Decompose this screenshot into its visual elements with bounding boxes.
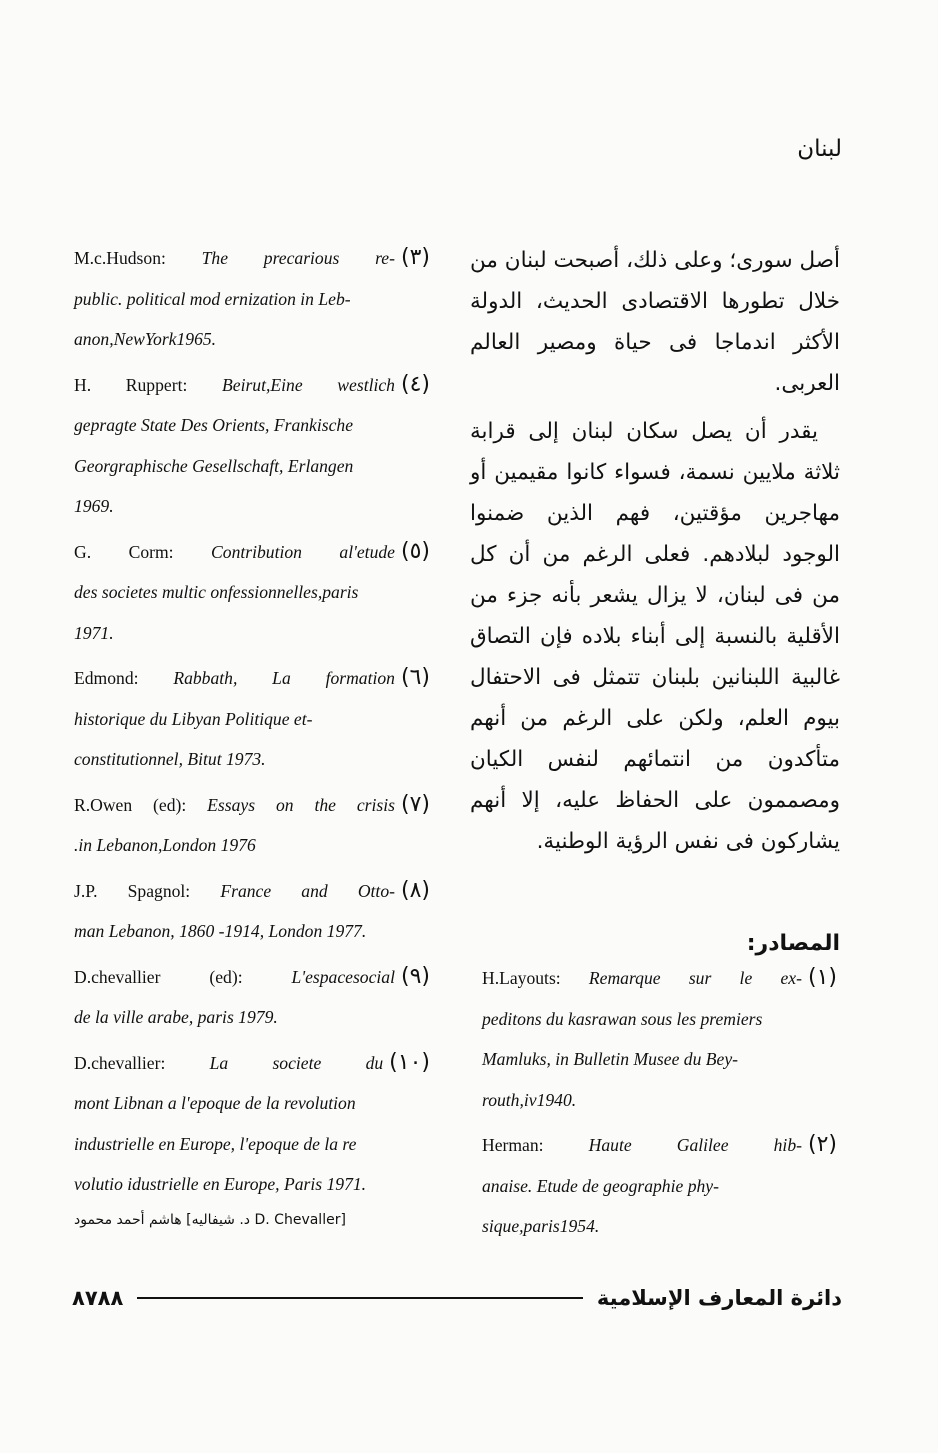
reference-line: des societes multic onfessionnelles,paris <box>74 582 359 602</box>
reference-line: 1969. <box>74 496 114 516</box>
main-text-column <box>470 240 840 869</box>
reference-entry <box>74 785 430 866</box>
sources-heading: المصادر: <box>746 931 840 956</box>
reference-entry <box>74 238 430 360</box>
reference-entry <box>74 957 430 1038</box>
reference-author: D.chevallier (ed): <box>74 966 292 987</box>
reference-number: (١) <box>807 965 837 990</box>
reference-line: historique du Libyan Politique et- <box>74 708 313 729</box>
reference-number: (١٠) <box>389 1049 430 1075</box>
reference-author: H.Layouts: <box>482 968 589 988</box>
reference-number: (٣) <box>400 245 430 270</box>
author-credit: هاشم أحمد محمود [د. شيفاليه D. Chevaller] <box>74 1212 346 1228</box>
running-head: لبنان <box>797 136 842 162</box>
reference-entry <box>74 871 430 952</box>
reference-number: (٧) <box>400 791 430 817</box>
reference-entry <box>74 532 430 654</box>
reference-title: France and Otto- <box>220 880 395 901</box>
body-paragraph: يقدر أن يصل سكان لبنان إلى قرابة ثلاثة ملايين نسمة، فسواء كانوا مقيمين أو مهاجرين مؤقتين، فهم الذين ضمنوا الوجود لبلادهم. فعلى الرغم من أن كل من فى لبنان، لا يزال يشعر بأنه جزء من الأقلية بالنسبة إلى أبناء بلاده فإن التصاق غالبية اللبنانين بلبنان تتمثل فى الاحتفال بيوم العلم، ولكن على الرغم من أنهم متأكدون من انتمائهم لنفس الكيان ومصممون على الحفاظ عليه، إلا أنهم يشاركون فى نفس الرؤية الوطنية. <box>470 419 840 854</box>
reference-line: mont Libnan a l'epoque de la revolution <box>74 1093 356 1113</box>
encyclopedia-title: دائرة المعارف الإسلامية <box>596 1286 842 1310</box>
reference-entry <box>74 658 430 780</box>
reference-number: (٩) <box>400 963 430 989</box>
reference-author: G. Corm: <box>74 541 212 562</box>
reference-line: routh,iv1940. <box>482 1089 577 1110</box>
reference-title: La societe du <box>209 1052 384 1073</box>
reference-line: .in Lebanon,London 1976 <box>74 835 256 855</box>
reference-line: de la ville arabe, paris 1979. <box>74 1007 278 1027</box>
reference-line: sique,paris1954. <box>482 1216 600 1236</box>
reference-author: M.c.Hudson: <box>74 248 202 268</box>
reference-line: gepragte State Des Orients, Frankische <box>74 415 354 435</box>
reference-title: Beirut,Eine westlich <box>222 374 395 395</box>
reference-line: public. political mod ernization in Leb- <box>74 288 351 309</box>
reference-number: (٤) <box>400 371 430 397</box>
reference-author: R.Owen (ed): <box>74 794 208 815</box>
page-number: ٨٧٨٨ <box>72 1286 124 1310</box>
reference-line: anon,NewYork1965. <box>74 329 217 349</box>
reference-line: industrielle en Europe, l'epoque de la re <box>74 1133 357 1154</box>
reference-title: L'espacesocial <box>291 966 395 987</box>
reference-entry <box>482 1125 837 1247</box>
reference-line: anaise. Etude de geographie phy- <box>482 1175 719 1196</box>
reference-line: Mamluks, in Bulletin Musee du Bey- <box>482 1049 739 1069</box>
footer-rule <box>137 1297 583 1299</box>
reference-entry <box>74 365 430 527</box>
reference-title: Contribution al'etude <box>211 541 395 562</box>
references-left-column <box>74 238 430 1210</box>
reference-number: (٨) <box>400 877 430 903</box>
reference-number: (٦) <box>400 665 430 690</box>
reference-line: constitutionnel, Bitut 1973. <box>74 749 266 769</box>
reference-author: Edmond: <box>74 668 174 688</box>
reference-line: 1971. <box>74 622 114 643</box>
page-footer <box>72 1282 842 1314</box>
reference-author: H. Ruppert: <box>74 374 223 395</box>
reference-title: Essays on the crisis <box>207 794 395 815</box>
reference-entry <box>74 1043 430 1205</box>
reference-author: Herman: <box>482 1135 589 1155</box>
reference-entry <box>482 958 837 1120</box>
reference-line: Georgraphische Gesellschaft, Erlangen <box>74 455 354 476</box>
references-right-column <box>482 958 837 1252</box>
reference-number: (٥) <box>400 538 430 564</box>
reference-number: (٢) <box>807 1132 837 1157</box>
body-paragraph: أصل سورى؛ وعلى ذلك، أصبحت لبنان من خلال تطورها الاقتصادى الحديث، الدولة الأكثر اندماجا فى حياة ومصير العالم العربى. <box>470 248 840 396</box>
reference-title: Remarque sur le ex- <box>588 968 802 988</box>
reference-title: The precarious re- <box>201 248 395 268</box>
reference-line: man Lebanon, 1860 -1914, London 1977. <box>74 921 367 941</box>
reference-title: Haute Galilee hib- <box>588 1135 802 1155</box>
reference-author: D.chevallier: <box>74 1052 210 1073</box>
reference-title: Rabbath, La formation <box>173 668 395 688</box>
reference-line: volutio idustrielle en Europe, Paris 1971. <box>74 1174 367 1194</box>
reference-line: peditons du kasrawan sous les premiers <box>482 1008 763 1029</box>
reference-author: J.P. Spagnol: <box>74 880 221 901</box>
